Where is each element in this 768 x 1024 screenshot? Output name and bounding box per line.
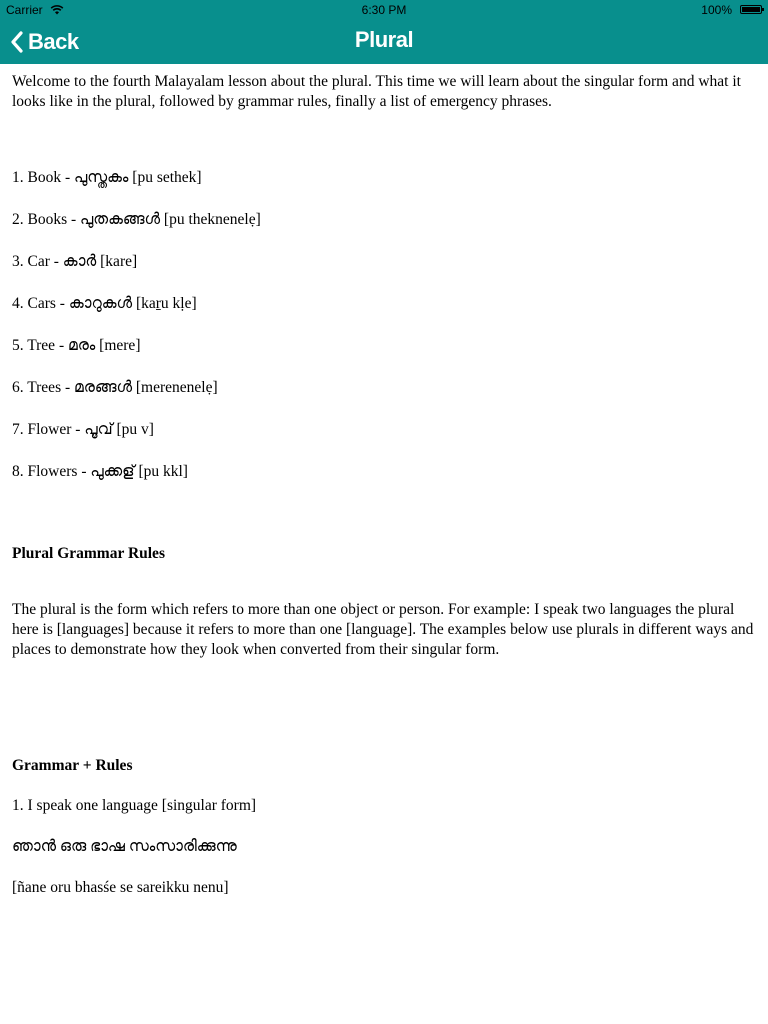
vocab-item: 7. Flower - പൂവ് [pu v]	[12, 421, 154, 438]
back-button[interactable]	[10, 26, 79, 58]
grammar-heading: Plural Grammar Rules	[12, 545, 165, 562]
status-time: 6:30 PM	[361, 3, 407, 17]
carrier-label: Carrier	[6, 3, 43, 17]
vocab-item: 4. Cars - കാറുകൾ [kaṟu kḷe]	[12, 295, 197, 312]
vocab-item: 2. Books - പുതകങ്ങൾ [pu theknenelẹ]	[12, 211, 261, 228]
grammar-paragraph: The plural is the form which refers to more than one object or person. For example: I speak two languages the plural here is [languages] because it refers to more than one [language]. The examples below use plurals in different ways and places to demonstrate how they look when converted from their singular form.	[12, 601, 754, 658]
vocab-item: 3. Car - കാർ [kare]	[12, 253, 138, 270]
intro-paragraph: Welcome to the fourth Malayalam lesson about the plural. This time we will learn about the singular form and what it looks like in the plural, followed by grammar rules, finally a list of emergency phrases.	[12, 73, 741, 110]
navigation-bar	[0, 20, 768, 64]
example-transliteration: [ñane oru bhasśe se sareikku nenu]	[12, 879, 229, 896]
battery-percent: 100%	[701, 3, 732, 17]
chevron-left-icon	[10, 31, 24, 53]
page-title: Plural	[354, 27, 414, 52]
status-bar	[0, 0, 768, 20]
vocab-item: 5. Tree - മരം [mere]	[12, 337, 141, 354]
rules-heading: Grammar + Rules	[12, 757, 133, 774]
back-label: Back	[28, 29, 79, 54]
battery-icon	[740, 5, 762, 14]
vocab-item: 8. Flowers - പുക്കള് [pu kkl]	[12, 463, 188, 480]
example-malayalam: ഞാൻ ഒരു ഭാഷ സംസാരിക്കുന്നു	[12, 838, 237, 855]
vocab-item: 6. Trees - മരങ്ങൾ [merenenelẹ]	[12, 379, 218, 396]
example-english: 1. I speak one language [singular form]	[12, 797, 257, 814]
vocab-item: 1. Book - പുസ്തകം [pu sethek]	[12, 169, 202, 186]
